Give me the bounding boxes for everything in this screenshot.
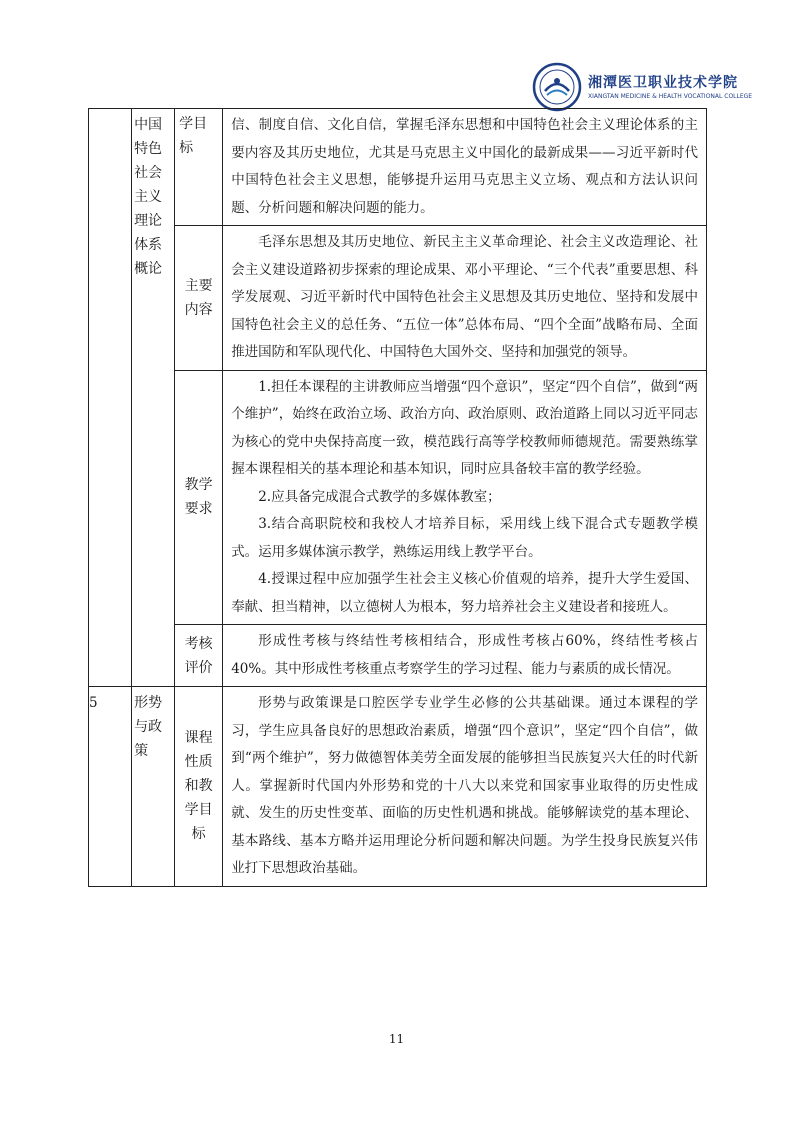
table-row bbox=[89, 109, 707, 226]
eval-label-cell bbox=[175, 625, 223, 687]
goal-content-cell bbox=[223, 109, 707, 226]
eval-cell bbox=[223, 625, 707, 687]
content-label-cell bbox=[175, 226, 223, 371]
course-number: 5 bbox=[89, 695, 98, 711]
college-seal-icon bbox=[532, 62, 582, 112]
curriculum-table bbox=[88, 108, 707, 887]
goal-text: 信、制度自信、文化自信，掌握毛泽东思想和中国特色社会主义理论体系的主要内容及其历史地位，尤其是马克思主义中国化的最新成果——习近平新时代中国特色社会主义思想，能够提升运用马克思主义立场、观点和方法认识问题、分析问题和解决问题的能力。 bbox=[231, 117, 698, 216]
content-label: 主要内容 bbox=[184, 277, 213, 318]
college-logo bbox=[532, 62, 752, 114]
table-row bbox=[89, 625, 707, 687]
college-name-en: XIANGTAN MEDICINE & HEALTH VOCATIONAL COLLEGE bbox=[588, 93, 753, 100]
course-number-cell bbox=[89, 687, 132, 887]
content-text: 毛泽东思想及其历史地位、新民主主义革命理论、社会主义改造理论、社会主义建设道路初步探索的理论成果、邓小平理论、“三个代表”重要思想、科学发展观、习近平新时代中国特色社会主义思想及其历史地位、坚持和发展中国特色社会主义的总任务、“五位一体”总体布局、“四个全面”战略布局、全面推进国防和军队现代化、中国特色大国外交、坚持和加强党的领导。 bbox=[231, 234, 698, 360]
course-name: 中国特色社会主义理论体系概论 bbox=[134, 117, 163, 277]
table-row bbox=[89, 687, 707, 887]
eval-text: 形成性考核与终结性考核相结合，形成性考核占60%，终结性考核占40%。其中形成性考核重点考察学生的学习过程、能力与素质的成长情况。 bbox=[231, 633, 698, 677]
college-name-cn: 湘潭医卫职业技术学院 bbox=[588, 75, 738, 91]
req-item: 3.结合高职院校和我校人才培养目标，采用线上线下混合式专题教学模式。运用多媒体演示教学，熟练运用线上教学平台。 bbox=[231, 516, 698, 560]
goal-label: 学目标 bbox=[179, 116, 208, 156]
req-item: 1.担任本课程的主讲教师应当增强“四个意识”，坚定“四个自信”，做到“两个维护”，始终在政治立场、政治方向、政治原则、政治道路上同以习近平同志为核心的党中央保持高度一致，模范践行高等学校教师师德规范。需要熟练掌握本课程相关的基本理论和基本知识，同时应具备较丰富的教学经验。 bbox=[231, 378, 698, 477]
nature-cell bbox=[223, 687, 707, 887]
nature-text: 形势与政策课是口腔医学专业学生必修的公共基础课。通过本课程的学习，学生应具备良好的思想政治素质，增强“四个意识”，坚定“四个自信”，做到“两个维护”，努力做德智体美劳全面发展的能够担当民族复兴大任的时代新人。掌握新时代国内外形势和党的十八大以来党和国家事业取得的历史性成就、发生的历史性变革、面临的历史性机遇和挑战。能够解读党的基本理论、基本路线、基本方略并运用理论分析问题和解决问题。为学生投身民族复兴伟业打下思想政治基础。 bbox=[231, 695, 698, 876]
req-item: 2.应具备完成混合式教学的多媒体教室； bbox=[258, 488, 501, 505]
page-number: 11 bbox=[388, 1032, 405, 1046]
req-item: 4.授课过程中应加强学生社会主义核心价值观的培养，提升大学生爱国、奉献、担当精神，以立德树人为根本，努力培养社会主义建设者和接班人。 bbox=[231, 571, 698, 615]
nature-label-cell bbox=[175, 687, 223, 887]
course-name-cell bbox=[132, 687, 175, 887]
req-label-cell bbox=[175, 370, 223, 625]
req-label: 教学要求 bbox=[184, 477, 213, 518]
nature-label: 课程性质和教学目标 bbox=[184, 730, 213, 843]
eval-label: 考核评价 bbox=[184, 635, 213, 676]
course-name: 形势与政策 bbox=[134, 695, 163, 759]
content-cell bbox=[223, 226, 707, 371]
course-number-cell bbox=[89, 109, 132, 687]
req-cell bbox=[223, 370, 707, 625]
table-row bbox=[89, 226, 707, 371]
goal-label-cell bbox=[175, 109, 223, 226]
course-name-cell bbox=[132, 109, 175, 687]
table-row bbox=[89, 370, 707, 625]
